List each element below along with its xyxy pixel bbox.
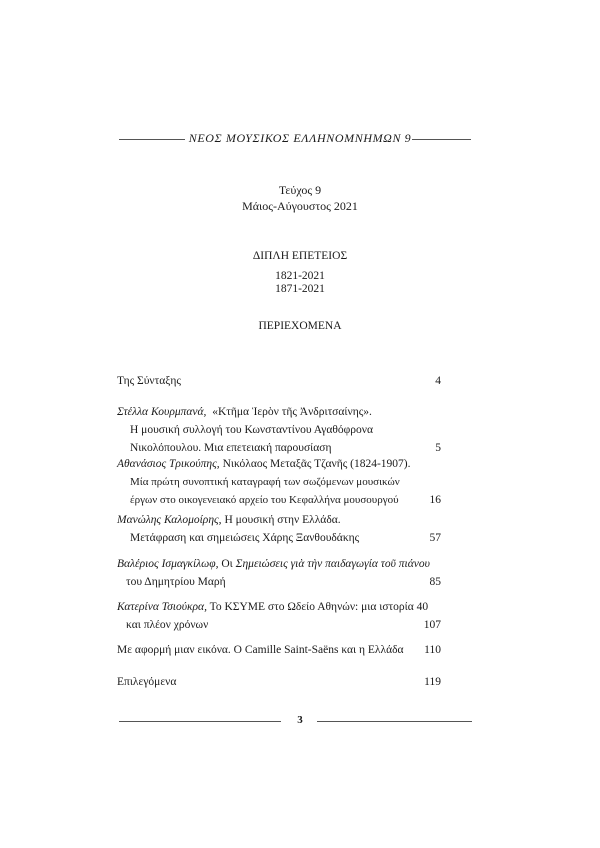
header-rule-right bbox=[412, 139, 471, 140]
toc-page-number: 85 bbox=[429, 576, 441, 588]
toc-author: Μανώλης Καλομοίρης, bbox=[117, 514, 222, 526]
toc-entry-title: Με αφορμή μιαν εικόνα. Ο Camille Saint-Saëns και η Ελλάδα bbox=[117, 644, 404, 656]
toc-entry-kourmpana[interactable] bbox=[117, 403, 440, 457]
toc-page-number: 4 bbox=[435, 375, 441, 387]
toc-entry-title: Η μουσική στην Ελλάδα. bbox=[224, 514, 341, 526]
footer-rule-right bbox=[317, 721, 472, 722]
toc-entry-editorial[interactable] bbox=[117, 372, 440, 390]
toc-page-number: 110 bbox=[424, 644, 441, 656]
toc-author: Βαλέριος Ισμαγκίλωφ, bbox=[117, 558, 219, 570]
toc-entry-tsioukra[interactable] bbox=[117, 598, 440, 634]
anniversary-year-2: 1871-2021 bbox=[275, 283, 325, 295]
anniversary-year-1: 1821-2021 bbox=[275, 270, 325, 282]
toc-page-number: 57 bbox=[429, 532, 441, 544]
toc-entry-subtitle: Νικολόπουλου. Μια επετειακή παρουσίαση bbox=[130, 442, 332, 454]
toc-entry-subtitle: έργων στο οικογενειακό αρχείο του Κεφαλλήνα μουσουργού bbox=[130, 494, 399, 506]
toc-entry-title: «Κτῆμα Ἱερὸν τῆς Ἀνδριτσαίνης». bbox=[212, 406, 372, 418]
toc-entry-ismagkilof[interactable] bbox=[117, 555, 440, 591]
toc-author: Αθανάσιος Τρικούπης, bbox=[117, 458, 220, 470]
toc-entry-title: Το ΚΣΥΜΕ στο Ωδείο Αθηνών: μια ιστορία 40 bbox=[209, 601, 429, 613]
toc-entry-title: Σημειώσεις γιὰ τὴν παιδαγωγία τοῦ πιάνου bbox=[235, 558, 430, 570]
toc-entry-subtitle: Μία πρώτη συνοπτική καταγραφή των σωζόμενων μουσικών bbox=[130, 476, 400, 488]
toc-entry-title: Της Σύνταξης bbox=[117, 375, 181, 387]
toc-entry-trikoupis[interactable] bbox=[117, 455, 440, 509]
running-header: ΝΕΟΣ ΜΟΥΣΙΚΟΣ ΕΛΛΗΝΟΜΝΗΜΩΝ 9 bbox=[188, 131, 412, 145]
toc-entry-kalomoiris[interactable] bbox=[117, 511, 440, 547]
toc-entry-title-prefix: Οι bbox=[221, 558, 233, 570]
contents-heading: ΠΕΡΙΕΧΟΜΕΝΑ bbox=[258, 320, 342, 332]
toc-author: Κατερίνα Τσιούκρα, bbox=[117, 601, 207, 613]
issue-number: Τεύχος 9 bbox=[278, 183, 322, 197]
toc-author: Στέλλα Κουρμπανά, bbox=[117, 406, 207, 418]
toc-entry-subtitle: Μετάφραση και σημειώσεις Χάρης Ξανθουδάκης bbox=[130, 532, 360, 544]
toc-entry-saint-saens[interactable] bbox=[117, 641, 440, 659]
page-number: 3 bbox=[297, 714, 303, 726]
toc-page-number: 119 bbox=[424, 676, 441, 688]
toc-entry-subtitle: και πλέον χρόνων bbox=[126, 619, 209, 631]
toc-page-number: 107 bbox=[423, 619, 441, 631]
toc-page-number: 16 bbox=[429, 494, 441, 506]
toc-entry-title: Νικόλαος Μεταξᾶς Τζανῆς (1824-1907). bbox=[222, 458, 411, 470]
toc-page-number: 5 bbox=[435, 442, 441, 454]
anniversary-title: ΔΙΠΛΗ ΕΠΕΤΕΙΟΣ bbox=[252, 250, 348, 262]
toc-entry-subtitle: Η μουσική συλλογή του Κωνσταντίνου Αγαθόφρονα bbox=[130, 424, 373, 436]
toc-entry-title: Επιλεγόμενα bbox=[117, 676, 177, 688]
toc-entry-subtitle: του Δημητρίου Μαρή bbox=[126, 576, 226, 588]
toc-entry-epilegomena[interactable] bbox=[117, 673, 440, 691]
issue-date: Μάιος-Αύγουστος 2021 bbox=[242, 199, 358, 213]
